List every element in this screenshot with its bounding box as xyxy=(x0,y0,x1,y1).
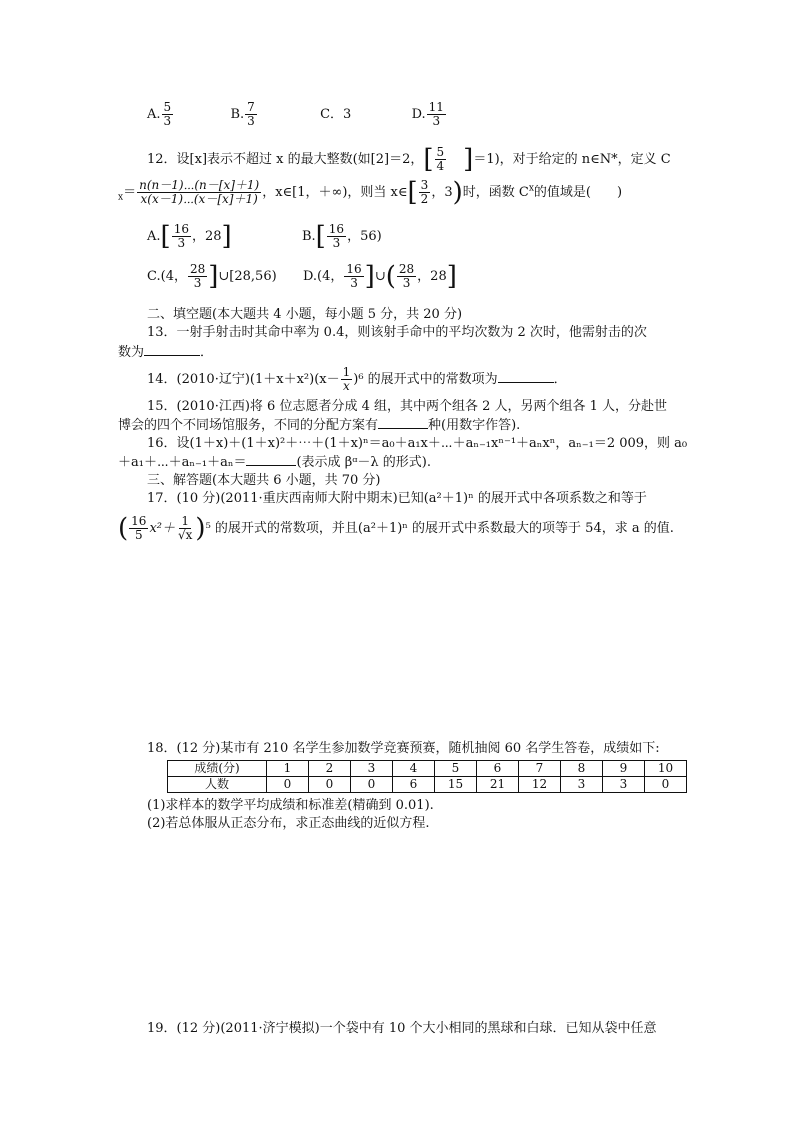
q15-line1: 15．(2010·江西)将 6 位志愿者分成 4 组，其中两个组各 2 人，另两个组各 1 人，分赴世 xyxy=(147,399,668,414)
q18-sub1: (1)求样本的数学平均成绩和标准差(精确到 0.01). xyxy=(147,798,434,813)
table-cell: 3 xyxy=(351,761,393,777)
table-cell: 5 xyxy=(435,761,477,777)
table-header-cell: 人数 xyxy=(168,777,267,793)
score-table xyxy=(167,760,687,793)
q14-answer-blank[interactable] xyxy=(498,370,554,383)
q11-options xyxy=(147,101,447,128)
q17-line2: ( $\frac{16}{5}$ x²＋ $\frac{1}{√x}$ )⁵ 的展开式的常数项，并且(a²＋1)ⁿ 的展开式中系数最大的项等于 54，求 a 的值. xyxy=(118,513,674,544)
q16-line1: 16．设(1＋x)＋(1＋x)²＋⋯＋(1＋x)ⁿ＝a₀＋a₁x＋⋯＋aₙ₋₁xⁿ⁻¹＋aₙxⁿ，aₙ₋₁＝2 009，则 a₀ xyxy=(147,436,688,451)
q12-option-b: B.[ $\frac{16}{3}$ ，56) xyxy=(301,221,382,252)
q12-options-ab xyxy=(147,223,382,250)
q12-option-d: D.(4， $\frac{16}{3}$ ]∪( $\frac{28}{3}$ ，28] xyxy=(302,261,457,292)
table-row xyxy=(168,777,687,793)
q15-line2: 博会的四个不同场馆服务，不同的分配方案有 种(用数字作答). xyxy=(118,418,521,433)
q12-option-a: A.[ $\frac{16}{3}$ ，28] xyxy=(147,221,232,252)
q13-answer-blank[interactable] xyxy=(144,343,200,356)
q14-line: 14．(2010·辽宁)(1＋x＋x²)(x－ $\frac{1}{x}$ )⁶ 的展开式中的常数项为 ． xyxy=(147,365,567,393)
q19-line1: 19．(12 分)(2011·济宁模拟)一个袋中有 10 个大小相同的黑球和白球．已知从袋中任意 xyxy=(147,1021,657,1036)
table-cell: 3 xyxy=(603,777,645,793)
table-cell: 9 xyxy=(603,761,645,777)
table-cell: 10 xyxy=(645,761,687,777)
table-cell: 7 xyxy=(519,761,561,777)
table-row xyxy=(168,761,687,777)
table-cell: 0 xyxy=(645,777,687,793)
table-cell: 4 xyxy=(393,761,435,777)
table-cell: 0 xyxy=(267,777,309,793)
table-header-cell: 成绩(分) xyxy=(168,761,267,777)
q17-line1: 17．(10 分)(2011·重庆西南师大附中期末)已知(a²＋1)ⁿ 的展开式中各项系数之和等于 xyxy=(147,491,647,506)
q12-line2: $_x$＝ $\frac{n(n-1)\cdots(n-[x]+1)}{x(x-1)\cdots(x-[x]+1)}$ ，x∈[1，＋∞)，则当 x∈[ $\frac{3}{2}$ ，3)时，函数 $C^x$的值域是( ) xyxy=(118,177,623,208)
q15-answer-blank[interactable] xyxy=(378,416,428,429)
table-cell: 8 xyxy=(561,761,603,777)
section2-heading: 二、填空题(本大题共 4 小题，每小题 5 分，共 20 分) xyxy=(147,307,463,322)
table-cell: 6 xyxy=(477,761,519,777)
q12-line1: 12．设[x]表示不超过 x 的最大整数(如[2]＝2，[ $\frac{5}{4}$ ]＝1)，对于给定的 n∈N*，定义 C xyxy=(147,144,671,175)
table-cell: 21 xyxy=(477,777,519,793)
table-cell: 0 xyxy=(351,777,393,793)
q12-options-cd xyxy=(147,263,457,290)
q11-option-b: B. $\frac{7}{3}$ xyxy=(230,100,255,128)
table-cell: 1 xyxy=(267,761,309,777)
q13-line2: 数为 ． xyxy=(118,345,214,360)
table-cell: 15 xyxy=(435,777,477,793)
table-cell: 3 xyxy=(561,777,603,793)
table-cell: 2 xyxy=(309,761,351,777)
section3-heading: 三、解答题(本大题共 6 小题，共 70 分) xyxy=(147,473,381,488)
q11-option-d: D. $\frac{11}{3}$ xyxy=(411,100,444,128)
q16-answer-blank[interactable] xyxy=(246,453,296,466)
table-cell: 6 xyxy=(393,777,435,793)
q11-option-a: A. $\frac{5}{3}$ xyxy=(147,100,172,128)
q18-line1: 18．(12 分)某市有 210 名学生参加数学竞赛预赛，随机抽阅 60 名学生答卷，成绩如下: xyxy=(147,741,660,756)
table-cell: 0 xyxy=(309,777,351,793)
q16-line2: ＋a₁＋⋯＋aₙ₋₁＋aₙ＝ (表示成 βᵅ－λ 的形式). xyxy=(118,455,431,470)
q13-line1: 13．一射手射击时其命中率为 0.4，则该射手命中的平均次数为 2 次时，他需射击的次 xyxy=(147,325,647,340)
q12-option-c: C.(4， $\frac{28}{3}$ ]∪[28,56) xyxy=(147,261,277,292)
q18-sub2: (2)若总体服从正态分布，求正态曲线的近似方程. xyxy=(147,816,430,831)
q11-option-c: C．3 xyxy=(320,107,352,122)
table-cell: 12 xyxy=(519,777,561,793)
